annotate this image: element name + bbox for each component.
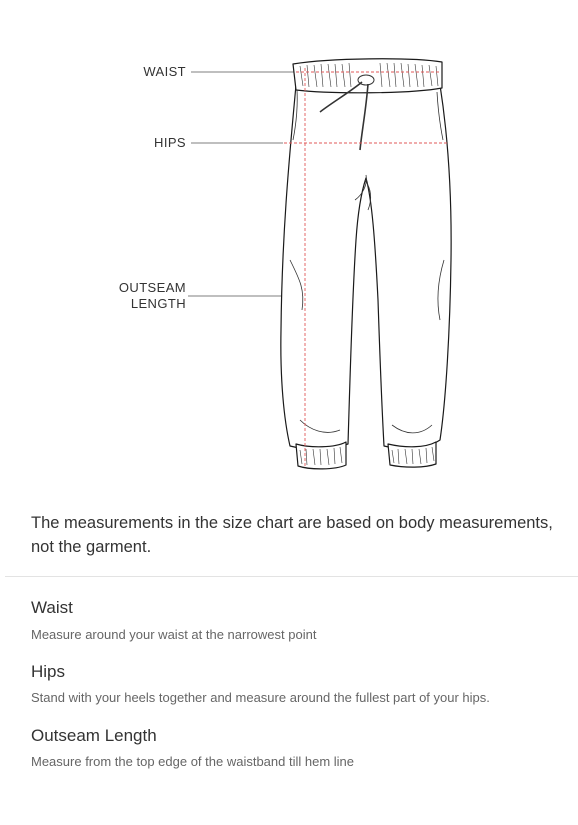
hips-label: HIPS [154, 135, 186, 150]
waist-label: WAIST [143, 64, 186, 79]
waist-description: Measure around your waist at the narrowest point [31, 627, 317, 642]
intro-text: The measurements in the size chart are based on body measurements, not the garment. [31, 514, 553, 556]
outseam-label-line2: LENGTH [130, 296, 186, 311]
waist-title: Waist [31, 598, 73, 617]
outseam-description: Measure from the top edge of the waistband till hem line [31, 754, 355, 769]
hips-description: Stand with your heels together and measure around the fullest part of your hips. [31, 690, 490, 705]
outseam-title: Outseam Length [31, 726, 157, 745]
hips-title: Hips [31, 662, 66, 681]
outseam-label [100, 280, 186, 312]
divider [5, 576, 578, 577]
outseam-label-line1: OUTSEAM [118, 280, 186, 295]
pants-outline [281, 59, 451, 469]
